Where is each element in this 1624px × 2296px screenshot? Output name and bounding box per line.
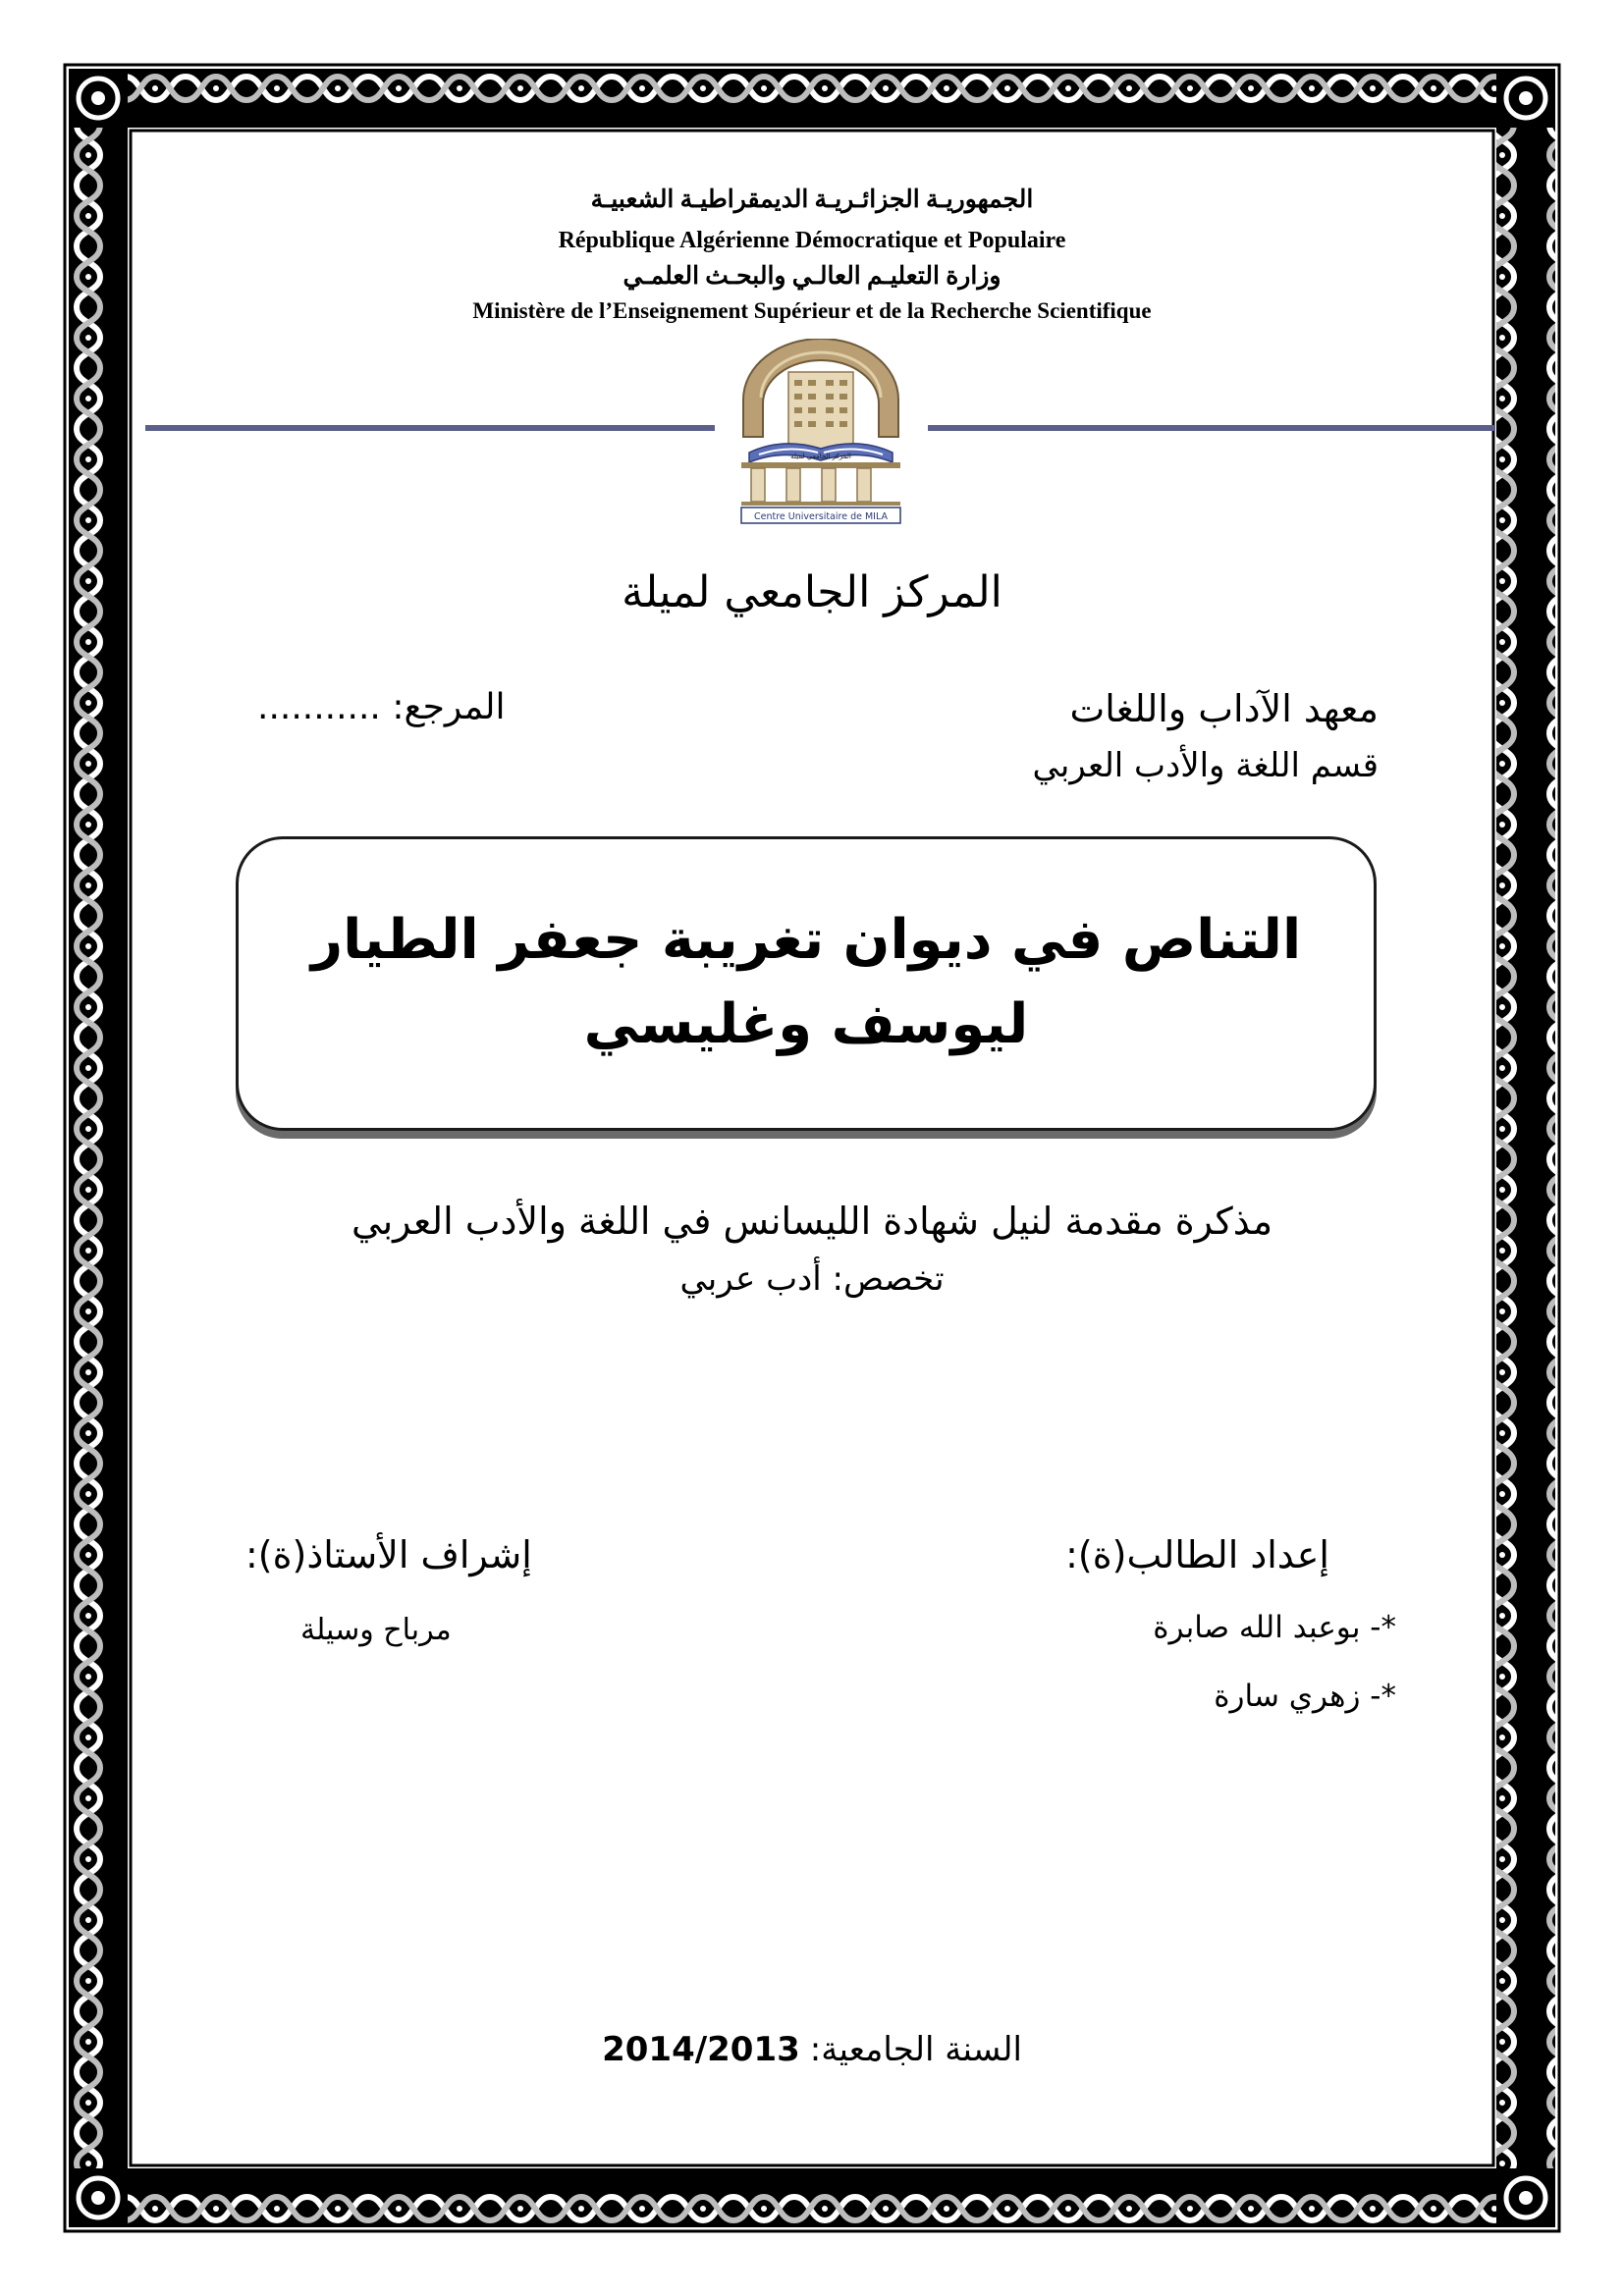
student-name: *- بوعبد الله صابرة: [1153, 1610, 1396, 1645]
degree-statement: مذكرة مقدمة لنيل شهادة الليسانس في اللغة والأدب العربي: [351, 1200, 1273, 1243]
academic-year: [0, 2030, 1624, 2069]
department-name: قسم اللغة والأدب العربي: [1032, 746, 1379, 785]
thesis-title-box: [236, 836, 1377, 1131]
ministry-name-ar: وزارة التعليـم العالـي والبحـث العلمـي: [623, 263, 1001, 290]
header-rule-left: [145, 425, 715, 431]
logo-caption: Centre Universitaire de MILA: [753, 511, 889, 522]
country-name-ar: الجمهوريـة الجزائـريـة الديمقراطيـة الشعبيـة: [590, 187, 1034, 213]
supervisor-label: إشراف الأستاذ(ة):: [245, 1533, 532, 1576]
academic-year-label: السنة الجامعية:: [809, 2030, 1022, 2069]
students-label: إعداد الطالب(ة):: [1065, 1533, 1329, 1576]
specialty: تخصص: أدب عربي: [679, 1259, 945, 1299]
university-logo: [731, 339, 910, 527]
supervisor-name: مرباح وسيلة: [300, 1613, 452, 1647]
institution-name: المركز الجامعي لميلة: [622, 567, 1002, 617]
header-rule-right: [928, 425, 1495, 431]
country-name-fr: République Algérienne Démocratique et Populaire: [558, 228, 1066, 253]
logo-arch-text: المركز الجامعي لميلة: [790, 453, 851, 460]
ministry-name-fr: Ministère de l’Enseignement Supérieur et de la Recherche Scientifique: [472, 298, 1152, 323]
reference-field: المرجع: ...........: [257, 687, 506, 727]
academic-year-value: 2014/2013: [602, 2030, 800, 2069]
thesis-title: التناص في ديوان تغريبة جعفر الطيار ليوسف وغليسي: [310, 908, 1302, 1056]
institute-name: معهد الآداب واللغات: [1069, 687, 1379, 730]
student-name: *- زهري سارة: [1214, 1679, 1396, 1714]
